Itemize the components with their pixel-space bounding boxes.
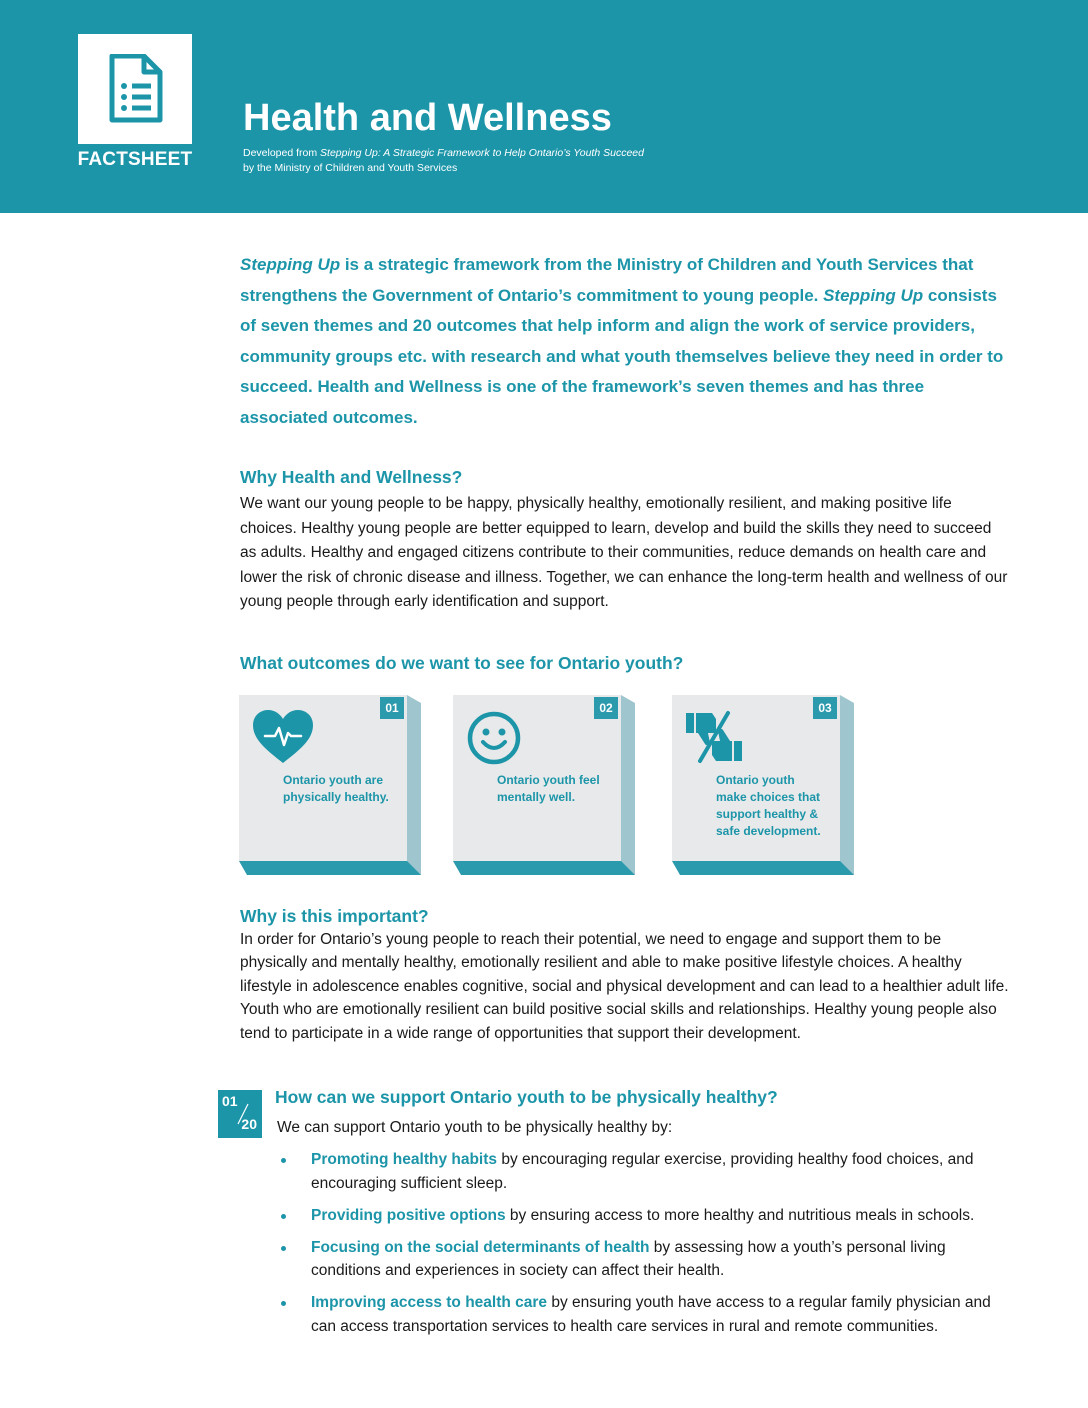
framework-title: Stepping Up: A Strategic Framework to Help Ontario’s Youth Succeed [320,147,644,159]
outcome-number: 02 [594,697,618,719]
outcome-number: 03 [813,697,837,719]
tag-number: 01 [222,1093,238,1109]
page-title: Health and Wellness [243,97,612,139]
intro-paragraph: Stepping Up is a strategic framework from the Ministry of Children and Youth Services that strengthens the Government of Ontario’s commitment to young people. Stepping Up consists of seven themes and 20 outcomes that help inform and align the work of service providers, community groups etc. with research and what youth themselves believe they need in order to succeed. Health and Wellness is one of the framework’s seven themes and has three associated outcomes. [240,255,1004,427]
outcome-card-1 [239,695,421,877]
outcome-number-tag [218,1090,262,1138]
header-banner [0,0,1088,213]
why-heading: Why Health and Wellness? [240,467,463,487]
support-intro: We can support Ontario youth to be physically healthy by: [277,1119,673,1136]
factsheet-label: FACTSHEET [77,149,193,170]
outcome-card-3 [672,695,854,877]
important-heading: Why is this important? [240,906,429,926]
outcome-card-2 [453,695,635,877]
outcome-text: Ontario youth are physically healthy. [283,773,389,804]
list-item: Promoting healthy habits by encouraging regular exercise, providing healthy food choices, and encouraging sufficient sleep. [276,1148,1006,1195]
list-item: Providing positive options by ensuring access to more healthy and nutritious meals in schools. [276,1204,1006,1228]
support-list [276,1148,1006,1347]
heart-pulse-icon [251,709,315,765]
outcome-number: 01 [380,697,404,719]
smiley-face-icon [465,709,523,767]
thumbs-down-up-icon [684,709,744,765]
page-subtitle: Developed from Stepping Up: A Strategic Framework to Help Ontario’s Youth Succeed by the Ministry of Children and Youth Services [243,147,644,174]
list-item: Focusing on the social determinants of health by assessing how a youth’s personal living conditions and experiences in society can affect their health. [276,1236,1006,1283]
factsheet-badge [78,34,192,144]
important-body: In order for Ontario’s young people to reach their potential, we need to engage and support them to be physically and mentally healthy, emotionally resilient and able to make positive lifestyle choices. A healthy lifestyle in adolescence enables cognitive, social and physical development and can lead to a healthier adult life. Youth who are emotionally resilient can build positive social skills and relationships. Healthy young people also tend to participate in a wide range of opportunities that support their development. [240,931,1009,1042]
outcome-text: Ontario youth feel mentally well. [497,773,600,804]
outcome-text: Ontario youth make choices that support healthy & safe development. [716,773,821,838]
document-list-icon [108,54,164,124]
support-heading: How can we support Ontario youth to be physically healthy? [275,1087,778,1107]
why-body: We want our young people to be happy, physically healthy, emotionally resilient, and making positive life choices. Healthy young people are better equipped to learn, develop and build the skills they need to succeed as adults. Healthy and engaged citizens contribute to their communities, reduce demands on health care and lower the risk of chronic disease and illness. Together, we can enhance the long-term health and wellness of our young people through early identification and support. [240,495,1008,611]
tag-total: 20 [241,1116,257,1132]
outcomes-heading: What outcomes do we want to see for Ontario youth? [240,653,684,673]
list-item: Improving access to health care by ensuring youth have access to a regular family physician and can access transportation services to health care services in rural and remote communities. [276,1291,1006,1338]
